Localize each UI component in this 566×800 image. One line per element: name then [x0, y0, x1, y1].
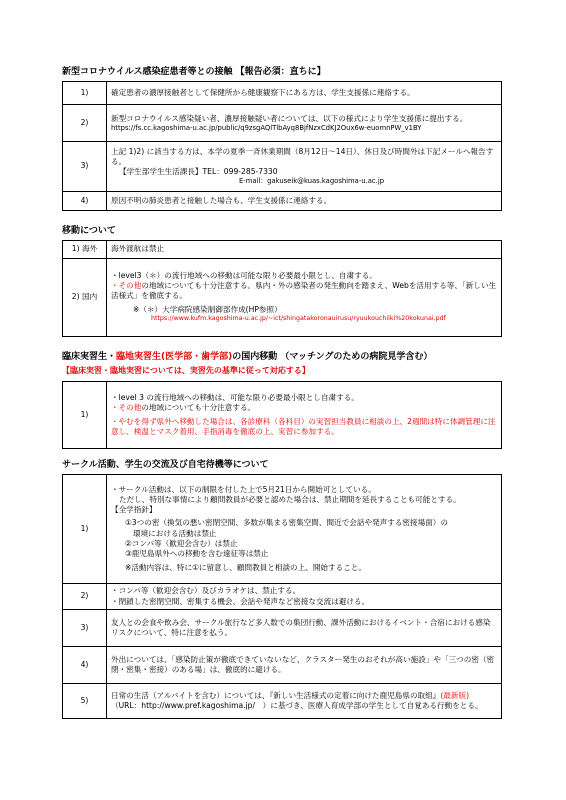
table-row	[63, 241, 502, 259]
row-text: ただし、特別な事情により顧問教員が必要と認めた場合は、禁止期間を延長することも可能とする。	[119, 495, 461, 505]
row-text: ・サークル活動は、以下の制限を付した上で5月21日から開始可としている。	[111, 485, 376, 495]
row-text: ・コンパ等（歓迎会含む）及びカラオケは、禁止する。	[111, 586, 301, 596]
guideline-item: ③鹿児島県外への移動を含む遠征等は禁止	[125, 548, 269, 558]
pdf-url-link[interactable]: https://www.kufm.kagoshima-u.ac.jp/~ict/shingatakoronauirusu/ryuukouchiiki%20kokunai.pdf	[151, 315, 446, 323]
section-title-contact: 新型コロナウイルス感染症患者等との接触 【報告必須：直ちに】	[62, 67, 326, 77]
row-number: 2)	[63, 584, 107, 610]
table-row	[63, 259, 502, 337]
row-text: ・level3（＊）の流行地域への移動は可能な限り必要最小限とし、自粛する。	[111, 271, 377, 281]
row-text: ・level 3 の流行地域への移動は、可能な限り必要最小限とし自粛する。	[111, 392, 359, 402]
guideline-item: ②コンパ等（歓迎会含む）は禁止	[125, 538, 238, 548]
row-number: 1)	[63, 382, 107, 449]
row-number: 4)	[63, 192, 107, 211]
emphasis-text: ・その他	[111, 402, 142, 412]
row-text: 海外渡航は禁止	[107, 241, 502, 259]
contact-email[interactable]: E-mail：gakuseik@kuas.kagoshima-u.ac.jp	[239, 177, 385, 186]
row-text: 外出については、「感染防止策が徹底できていないなど、クラスター発生のおそれが高い施設」や「三つの密（密閉・密集・密接）のある場」は、徹底的に避ける。	[107, 647, 502, 684]
row-text: 確定患者の濃厚接触者として保健所から健康観察下にある方は、学生支援係に連絡する。	[107, 82, 502, 105]
table-row	[63, 584, 502, 610]
note-text: ※（＊）大学病院感染制御部作成(HP参照）	[133, 305, 282, 315]
section-title-clinical: 臨床実習生・臨地実習生(医学部・歯学部)の国内移動 （マッチングのための病院見学含む）	[62, 352, 433, 362]
row-text: 日常の生活（アルバイトを含む）については、『新しい生活様式の定着に向けた鹿児島県の取組』	[111, 690, 441, 700]
emphasis-text: 臨地実習生(医学部・歯学部)	[116, 352, 233, 362]
row-number: 2) 国内	[63, 259, 107, 337]
contact-tel: 【学生部学生生活課長】TEL：099-285-7330	[119, 167, 278, 177]
row-number: 2)	[63, 105, 107, 142]
row-number: 1)	[63, 475, 107, 584]
clinical-notice: 【臨床実習・臨地実習については、実習先の基準に従って対応する】	[62, 366, 310, 375]
clinical-table	[62, 381, 502, 449]
table-row	[63, 192, 502, 211]
row-text: 上記 1)2) に該当する方は、本学の夏季一斉休業期間（8月12日～14日）、休日及び時間外は下記メールへ報告する。	[111, 146, 494, 166]
row-text: 原因不明の肺炎患者と接触した場合も、学生支援係に連絡する。	[107, 192, 502, 211]
emphasis-text: (最新版)	[440, 690, 470, 700]
row-text: 新型コロナウイルス感染疑い者、濃厚接触疑い者については、以下の様式により学生支援係に提出する。	[111, 113, 468, 123]
section-title-movement: 移動について	[62, 226, 116, 236]
guideline-item: 環境における活動は禁止	[133, 528, 217, 538]
row-number: 3)	[63, 142, 107, 192]
row-text: （URL：http://www.pref.kagoshima.jp/ ）に基づき、医療人育成学部の学生として自覚ある行動をとる。	[111, 701, 483, 710]
table-row	[63, 142, 502, 192]
contact-table	[62, 81, 502, 211]
row-number: 5)	[63, 684, 107, 719]
table-row	[63, 610, 502, 647]
table-row	[63, 647, 502, 684]
form-url-link[interactable]: https://fs.cc.kagoshima-u.ac.jp/public/q9zsgAQlTlbAyq8BjfNzxCdKJ2Oux6w-euomnPW_v1BY	[111, 123, 422, 132]
warning-text: ・やむを得ず県外へ移動した場合は、各診療科（各科目）の実習担当教員に相談の上、2週間は特に体調管理に注意し、検温とマスク着用、手指消毒を徹底の上、実習に参加する。	[111, 417, 496, 437]
row-text: ・閉鎖した密閉空間、密集する機会、会話や発声など密接な交流は避ける。	[111, 596, 370, 606]
row-number: 1) 海外	[63, 241, 107, 259]
note-text: ※活動内容は、特に①に留意し、顧問教員と相談の上、開始すること。	[125, 562, 366, 572]
table-row	[63, 684, 502, 719]
table-row	[63, 382, 502, 449]
table-row	[63, 475, 502, 584]
circle-table	[62, 474, 502, 719]
row-text: の地域についても十分注意する。県内・外の感染者の発生動向を踏まえ、Webを活用する等、「新しい生活様式」を徹底する。	[111, 281, 497, 301]
guideline-item: ①3つの密（換気の悪い密閉空間、多数が集まる密集空間、間近で会話や発声する密接場面）の	[125, 518, 448, 528]
section-title-circle: サークル活動、学生の交流及び自宅待機等について	[62, 460, 269, 470]
row-number: 3)	[63, 610, 107, 647]
row-text: の地域についても十分注意する。	[141, 402, 256, 412]
guideline-heading: 【全学指針】	[111, 505, 157, 515]
movement-table	[62, 240, 502, 337]
table-row	[63, 105, 502, 142]
row-text: 友人との会食や飲み会、サークル旅行など多人数での集団行動、課外活動におけるイベント・合宿における感染リスクについて、特に注意を払う。	[107, 610, 502, 647]
table-row	[63, 82, 502, 105]
row-number: 4)	[63, 647, 107, 684]
emphasis-text: ・その他	[111, 281, 142, 291]
row-number: 1)	[63, 82, 107, 105]
